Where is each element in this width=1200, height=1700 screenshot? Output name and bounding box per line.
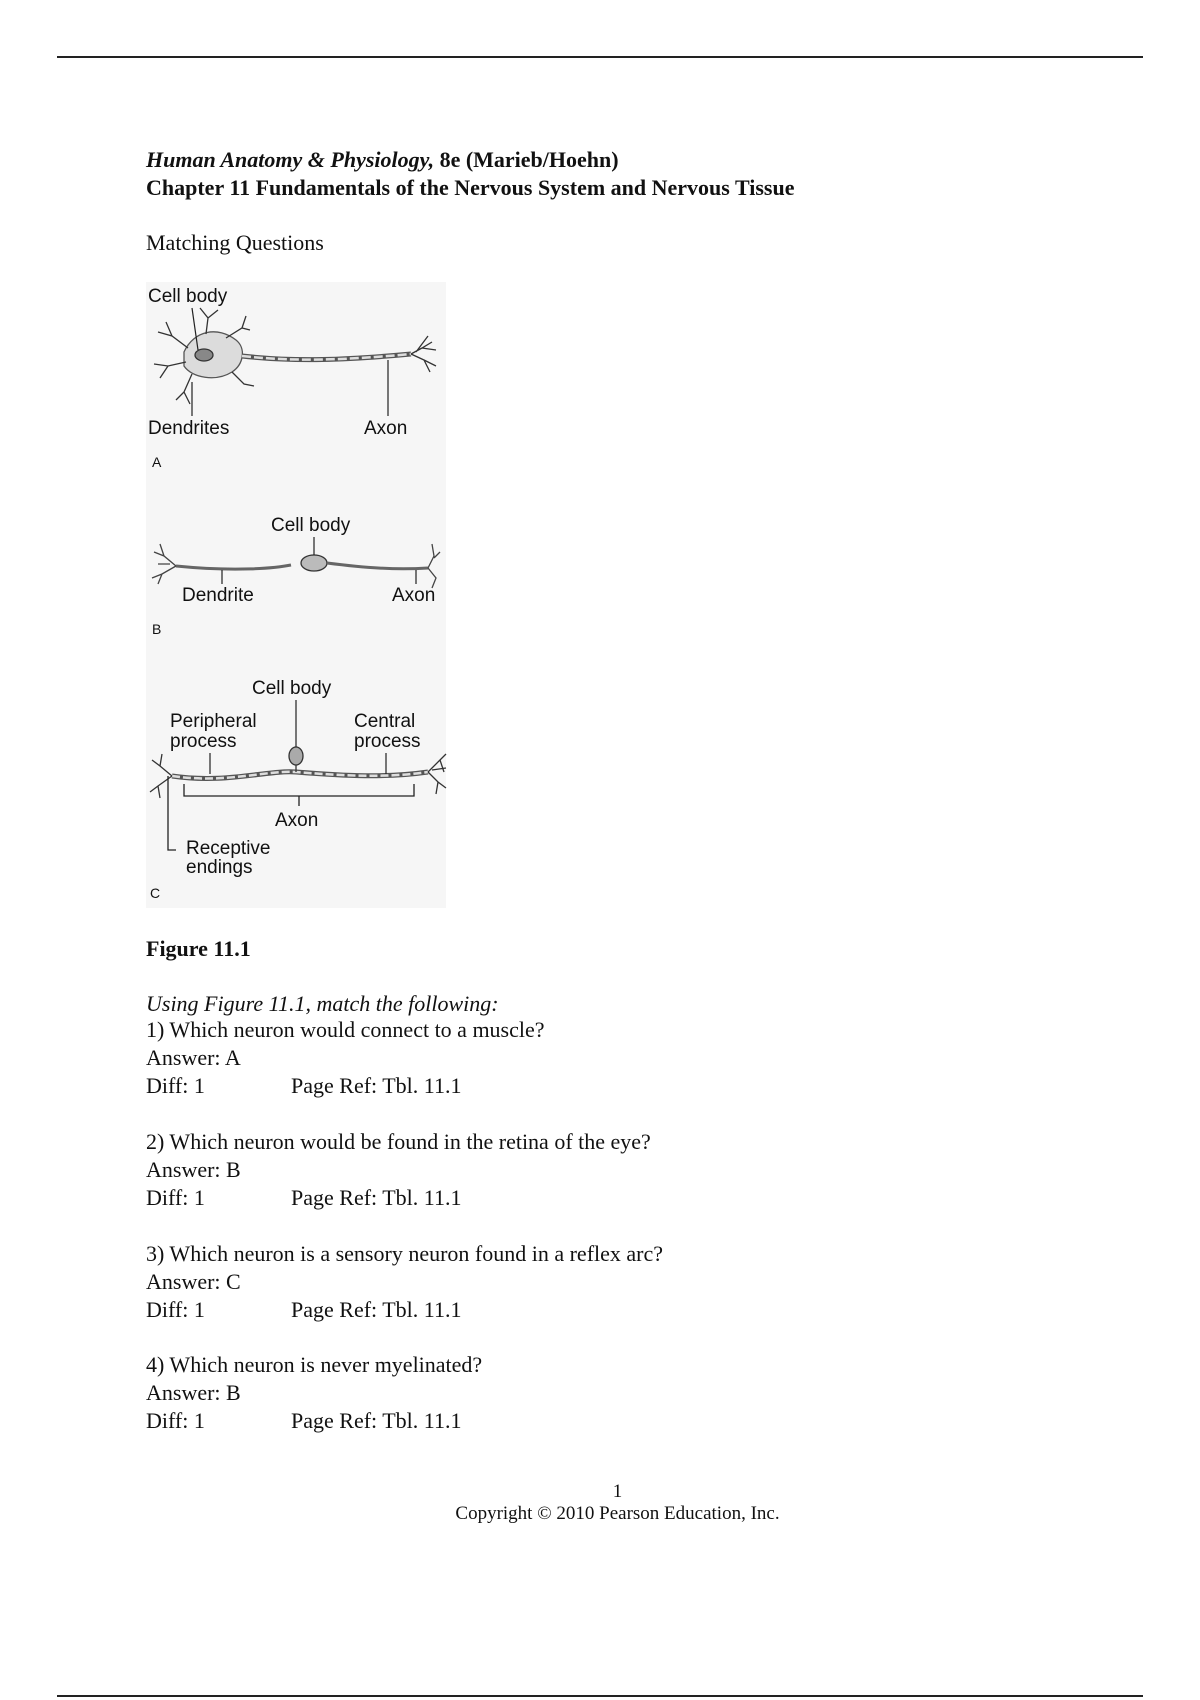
panel-c-peripheral-label-2: process xyxy=(170,731,237,752)
panel-c-cell-body-label: Cell body xyxy=(252,678,332,699)
panel-a-dendrites-label: Dendrites xyxy=(148,418,230,439)
page-number: 1 xyxy=(612,1481,623,1502)
panel-a-letter: A xyxy=(152,454,162,470)
question-2-diff: Diff: 1 xyxy=(146,1185,205,1210)
top-rule xyxy=(57,56,1143,58)
panel-c-central-label-1: Central xyxy=(354,711,416,732)
question-2-answer: Answer: B xyxy=(146,1157,241,1182)
bottom-rule xyxy=(57,1695,1143,1697)
question-3-diff: Diff: 1 xyxy=(146,1297,205,1322)
copyright: Copyright © 2010 Pearson Education, Inc. xyxy=(455,1503,780,1524)
panel-b-dendrite-label: Dendrite xyxy=(182,585,254,606)
question-4-diff: Diff: 1 xyxy=(146,1408,205,1433)
question-3-text: 3) Which neuron is a sensory neuron found in a reflex arc? xyxy=(146,1241,664,1266)
section-title: Matching Questions xyxy=(146,230,324,255)
figure-caption: Figure 11.1 xyxy=(146,936,251,961)
panel-b-axon-label: Axon xyxy=(392,585,436,606)
panel-b-cell-body-label: Cell body xyxy=(271,515,351,536)
chapter-heading: Chapter 11 Fundamentals of the Nervous System and Nervous Tissue xyxy=(146,175,795,200)
book-heading xyxy=(146,147,619,173)
panel-c-peripheral-label-1: Peripheral xyxy=(170,711,257,732)
question-1-page-ref: Page Ref: Tbl. 11.1 xyxy=(291,1073,462,1098)
book-title: Human Anatomy & Physiology, xyxy=(146,147,435,172)
question-4-page-ref: Page Ref: Tbl. 11.1 xyxy=(291,1408,462,1433)
question-1-answer: Answer: A xyxy=(146,1045,241,1070)
panel-c-letter: C xyxy=(150,885,161,901)
question-3-meta xyxy=(146,1297,462,1323)
question-3-page-ref: Page Ref: Tbl. 11.1 xyxy=(291,1297,462,1322)
question-1-meta xyxy=(146,1073,462,1099)
panel-c-receptive-label-2: endings xyxy=(186,857,253,878)
question-1-text: 1) Which neuron would connect to a muscle? xyxy=(146,1017,545,1042)
question-1-diff: Diff: 1 xyxy=(146,1073,205,1098)
question-2-meta xyxy=(146,1185,462,1211)
panel-c-axon-label: Axon xyxy=(275,810,319,831)
question-4-text: 4) Which neuron is never myelinated? xyxy=(146,1352,483,1377)
panel-a-cell-body-label: Cell body xyxy=(148,286,228,307)
question-4-meta xyxy=(146,1408,462,1434)
instruction-text: Using Figure 11.1, match the following: xyxy=(146,991,499,1016)
question-2-page-ref: Page Ref: Tbl. 11.1 xyxy=(291,1185,462,1210)
panel-b-letter: B xyxy=(152,621,162,637)
question-3-answer: Answer: C xyxy=(146,1269,241,1294)
panel-c-receptive-label-1: Receptive xyxy=(186,838,271,859)
panel-a-axon-label: Axon xyxy=(364,418,408,439)
question-2-text: 2) Which neuron would be found in the retina of the eye? xyxy=(146,1129,651,1154)
neuron-figure xyxy=(146,282,451,910)
question-4-answer: Answer: B xyxy=(146,1380,241,1405)
panel-c-central-label-2: process xyxy=(354,731,421,752)
book-edition: 8e (Marieb/Hoehn) xyxy=(434,147,619,172)
